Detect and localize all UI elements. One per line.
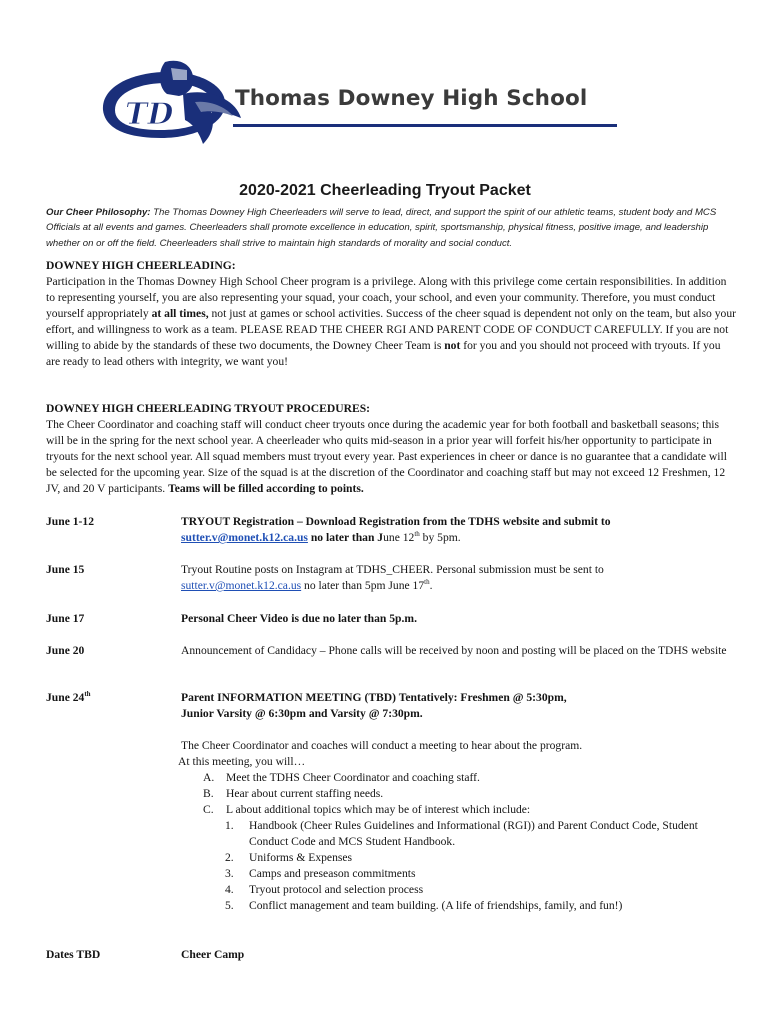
section-tryout-procedures	[46, 401, 736, 497]
section-cheerleading	[46, 258, 736, 370]
schedule-description: Tryout Routine posts on Instagram at TDHS_CHEER. Personal submission must be sent to sutter.v@monet.k12.ca.us no later than 5pm June 17th.	[181, 563, 604, 592]
email-link[interactable]: sutter.v@monet.k12.ca.us	[181, 531, 308, 544]
list-item: B. Hear about current staffing needs.	[203, 787, 384, 800]
schedule-date: Dates TBD	[46, 948, 101, 961]
schedule-date: June 15	[46, 563, 85, 576]
cheer-philosophy	[46, 205, 726, 251]
email-link[interactable]: sutter.v@monet.k12.ca.us	[181, 579, 302, 592]
schedule-date: June 17	[46, 612, 85, 625]
section-paragraph: The Cheer Coordinator and coaching staff will conduct cheer tryouts once during the academic year for both football and basketball seasons; this will be in the spring for the next school year. A cheerleader who quits mid-season in a prior year will forfeit his/her opportunity to participate in tryouts for the next school year. All squad members must tryout every year. Past experiences in cheer or dance is no guarantee that a candidate will be selected for the upcoming year. Size of the squad is at the discretion of the Coordinator and coaching staff but may not exceed 12 Freshmen, 12 JV, and 20 V participants. Teams will be filled according to points.	[46, 418, 727, 495]
list-item: 2. Uniforms & Expenses	[225, 851, 353, 864]
meeting-details	[178, 738, 721, 914]
schedule-description: Cheer Camp	[181, 948, 245, 961]
schedule-date: June 24th	[46, 690, 91, 704]
schedule-date: June 1-12	[46, 515, 94, 528]
meeting-intro: The Cheer Coordinator and coaches will conduct a meeting to hear about the program.	[181, 739, 583, 752]
list-item: 4. Tryout protocol and selection process	[225, 883, 424, 896]
list-item: A. Meet the TDHS Cheer Coordinator and coaching staff.	[203, 771, 480, 784]
schedule-description: Parent INFORMATION MEETING (TBD) Tentatively: Freshmen @ 5:30pm, Junior Varsity @ 6:30pm and Varsity @ 7:30pm.	[181, 691, 567, 720]
school-name: Thomas Downey High School	[235, 86, 588, 111]
schedule-description: Announcement of Candidacy – Phone calls will be received by noon and posting will be placed on the TDHS website	[181, 644, 727, 657]
schedule-date: June 20	[46, 644, 85, 657]
school-logo	[95, 58, 245, 150]
packet-title: 2020-2021 Cheerleading Tryout Packet	[239, 182, 531, 199]
list-item: 5. Conflict management and team building. (A life of friendships, family, and fun!)	[225, 899, 623, 912]
meeting-list	[181, 770, 721, 818]
philosophy-text: The Thomas Downey High Cheerleaders will serve to lead, direct, and support the spirit of our athletic teams, student body and MCS Officials at all events and games. Cheerleaders shall promote excellence in education, spirit, sportsmanship, physical fitness, positive image, and leadership whether on or off the field. Cheerleaders shall strive to maintain high standards of morality and social conduct.	[46, 207, 717, 249]
section-heading: DOWNEY HIGH CHEERLEADING:	[46, 259, 236, 272]
philosophy-label: Our Cheer Philosophy:	[46, 207, 151, 218]
schedule-description: TRYOUT Registration – Download Registration from the TDHS website and submit to sutter.v@monet.k12.ca.us no later than June 12th by 5pm.	[181, 515, 611, 544]
svg-text:TD: TD	[125, 97, 174, 132]
topics-list	[181, 818, 721, 914]
section-heading: DOWNEY HIGH CHEERLEADING TRYOUT PROCEDURES:	[46, 402, 371, 415]
schedule-description: Personal Cheer Video is due no later than 5p.m.	[181, 612, 417, 625]
list-item: 3. Camps and preseason commitments	[225, 867, 416, 880]
header-divider	[233, 124, 617, 127]
school-header	[95, 58, 625, 153]
list-item: 1. Handbook (Cheer Rules Guidelines and Informational (RGI)) and Parent Conduct Code, Student Conduct Code and MCS Student Handbook.	[225, 819, 698, 848]
meeting-intro: At this meeting, you will…	[178, 755, 306, 768]
section-paragraph: Participation in the Thomas Downey High School Cheer program is a privilege. Along with this privilege come certain responsibilities. In addition to representing yourself, you are also representing your squad, your coach, your school, and even your community. Therefore, you must conduct yourself appropriately at all times, not just at games or school activities. Success of the cheer squad is dependent not only on the team, but also your effort, and willingness to work as a team. PLEASE READ THE CHEER RGI AND PARENT CODE OF CONDUCT CAREFULLY. If you are not willing to abide by the standards of these two documents, the Downey Cheer Team is not for you and you should not proceed with tryouts. If you are ready to lead others with integrity, we want you!	[46, 275, 737, 368]
list-item: C. L about additional topics which may be of interest which include:	[203, 803, 531, 816]
